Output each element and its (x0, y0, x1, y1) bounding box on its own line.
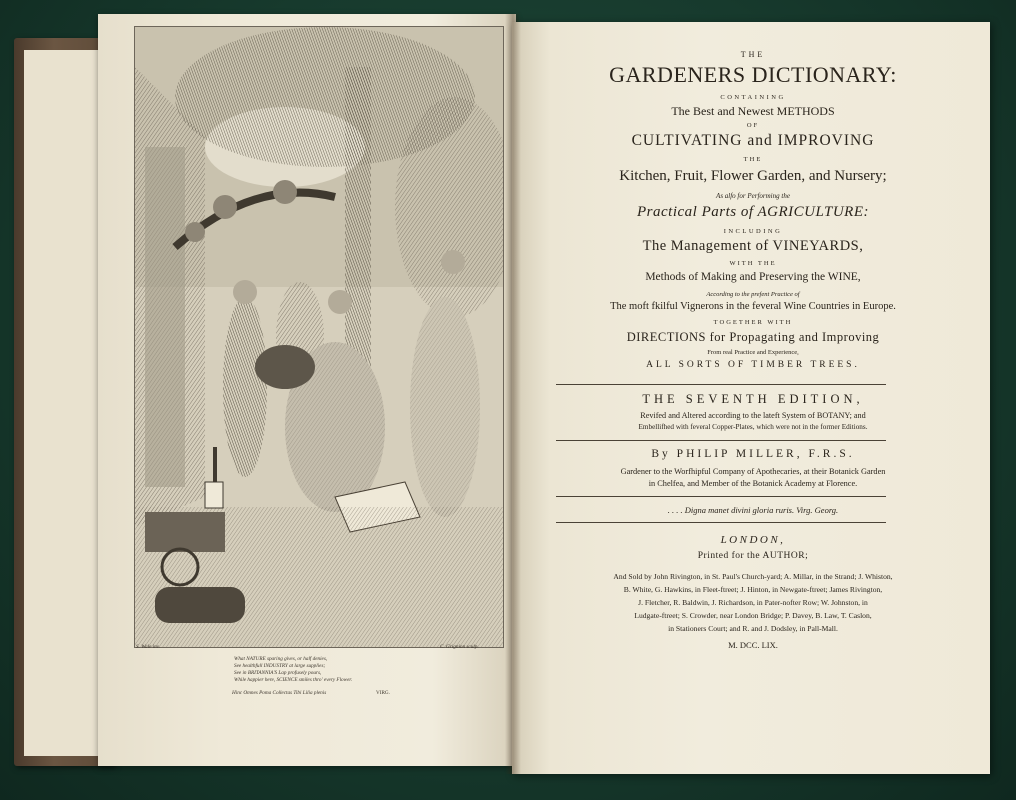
rule-1 (556, 384, 886, 385)
frontispiece-virgil-credit: VIRG. (376, 690, 390, 696)
title-directions: DIRECTIONS for Propagating and Improving (626, 330, 880, 344)
imprint-city: LONDON, (720, 534, 786, 546)
title-vineyards: The Management of VINEYARDS, (642, 238, 864, 254)
title-main: GARDENERS DICTIONARY: (609, 62, 897, 87)
rule-3 (556, 496, 886, 497)
imprint-line-3: J. Fletcher, R. Baldwin, J. Richardson, in Pater-nofter Row; W. Johnston, in (638, 598, 868, 607)
author-line-2: Gardener to the Worfhipful Company of Apothecaries, at their Botanick Garden (620, 467, 886, 476)
edition-line-2: Revifed and Altered according to the lateft System of BOTANY; and (640, 411, 866, 420)
imprint-line-1: And Sold by John Rivington, in St. Paul's Church-yard; A. Millar, in the Strand; J. Whiston, (613, 572, 893, 581)
frontispiece-artist-credit: S. Wale inv. (136, 644, 160, 650)
verse-line: While happier here, SCIENCE smiles thro' every Flower. (234, 677, 353, 683)
title-as-also: As alfo for Performing the (716, 192, 790, 200)
verse-line: What NATURE sparing gives, or half denies, (234, 656, 328, 662)
imprint-printed: Printed for the AUTHOR; (697, 551, 809, 561)
book-gutter (505, 14, 521, 774)
title-kitchen: Kitchen, Fruit, Flower Garden, and Nursery; (619, 168, 887, 184)
title-of: OF (746, 122, 760, 129)
title-methods: The Best and Newest METHODS (671, 104, 835, 118)
author-line-3: in Chelfea, and Member of the Botanick Academy at Florence. (648, 479, 858, 488)
frontispiece-engraving (134, 26, 504, 648)
author: By PHILIP MILLER, F.R.S. (651, 448, 855, 460)
edition-line-3: Embellifhed with feveral Copper-Plates, which were not in the former Editions. (638, 423, 868, 431)
imprint-line-2: B. White, G. Hawkins, in Fleet-ftreet; J. Hinton, in Newgate-ftreet; James Rivington, (623, 585, 883, 594)
title-wine: Methods of Making and Preserving the WINE, (645, 271, 861, 283)
title-from-practice: From real Practice and Experience, (707, 349, 799, 356)
title-agriculture: Practical Parts of AGRICULTURE: (637, 204, 869, 220)
rule-4 (556, 522, 886, 523)
title-the2: THE (743, 156, 763, 163)
frontispiece-motto: Hinc Omnes Poma Collectas Tibi Lilia plenis (232, 690, 327, 696)
imprint-line-5: in Stationers Court; and R. and J. Dodsley, in Pall-Mall. (668, 624, 838, 633)
title-cultivating: CULTIVATING and IMPROVING (631, 132, 875, 149)
title-together: TOGETHER WITH (713, 319, 793, 326)
virgil-motto: . . . . Digna manet divini gloria ruris. Virg. Georg. (667, 505, 839, 515)
frontispiece-verse (234, 656, 352, 684)
verse-line: See healthfull INDUSTRY at large supplies; (234, 663, 326, 669)
verse-line: See in BRITANNIA'S Lap profusely pours, (234, 670, 322, 676)
title-including: INCLUDING (723, 228, 783, 235)
title-timber: ALL SORTS OF TIMBER TREES. (646, 360, 860, 370)
title-containing: CONTAINING (720, 94, 786, 101)
title-vignerons: The moft fkilful Vignerons in the feveral Wine Countries in Europe. (610, 301, 896, 312)
imprint-line-4: Ludgate-ftreet; S. Crowder, near London Bridge; P. Davey, B. Law, T. Caslon, (634, 611, 872, 620)
title-the: THE (740, 50, 766, 59)
rule-2 (556, 440, 886, 441)
imprint-date: M. DCC. LIX. (728, 640, 778, 650)
edition: THE SEVENTH EDITION, (642, 392, 864, 406)
frontispiece-engraver-credit: C. Grignion sculp. (440, 644, 479, 650)
title-with-the: WITH THE (729, 260, 777, 267)
title-according: According to the prefent Practice of (706, 291, 800, 298)
